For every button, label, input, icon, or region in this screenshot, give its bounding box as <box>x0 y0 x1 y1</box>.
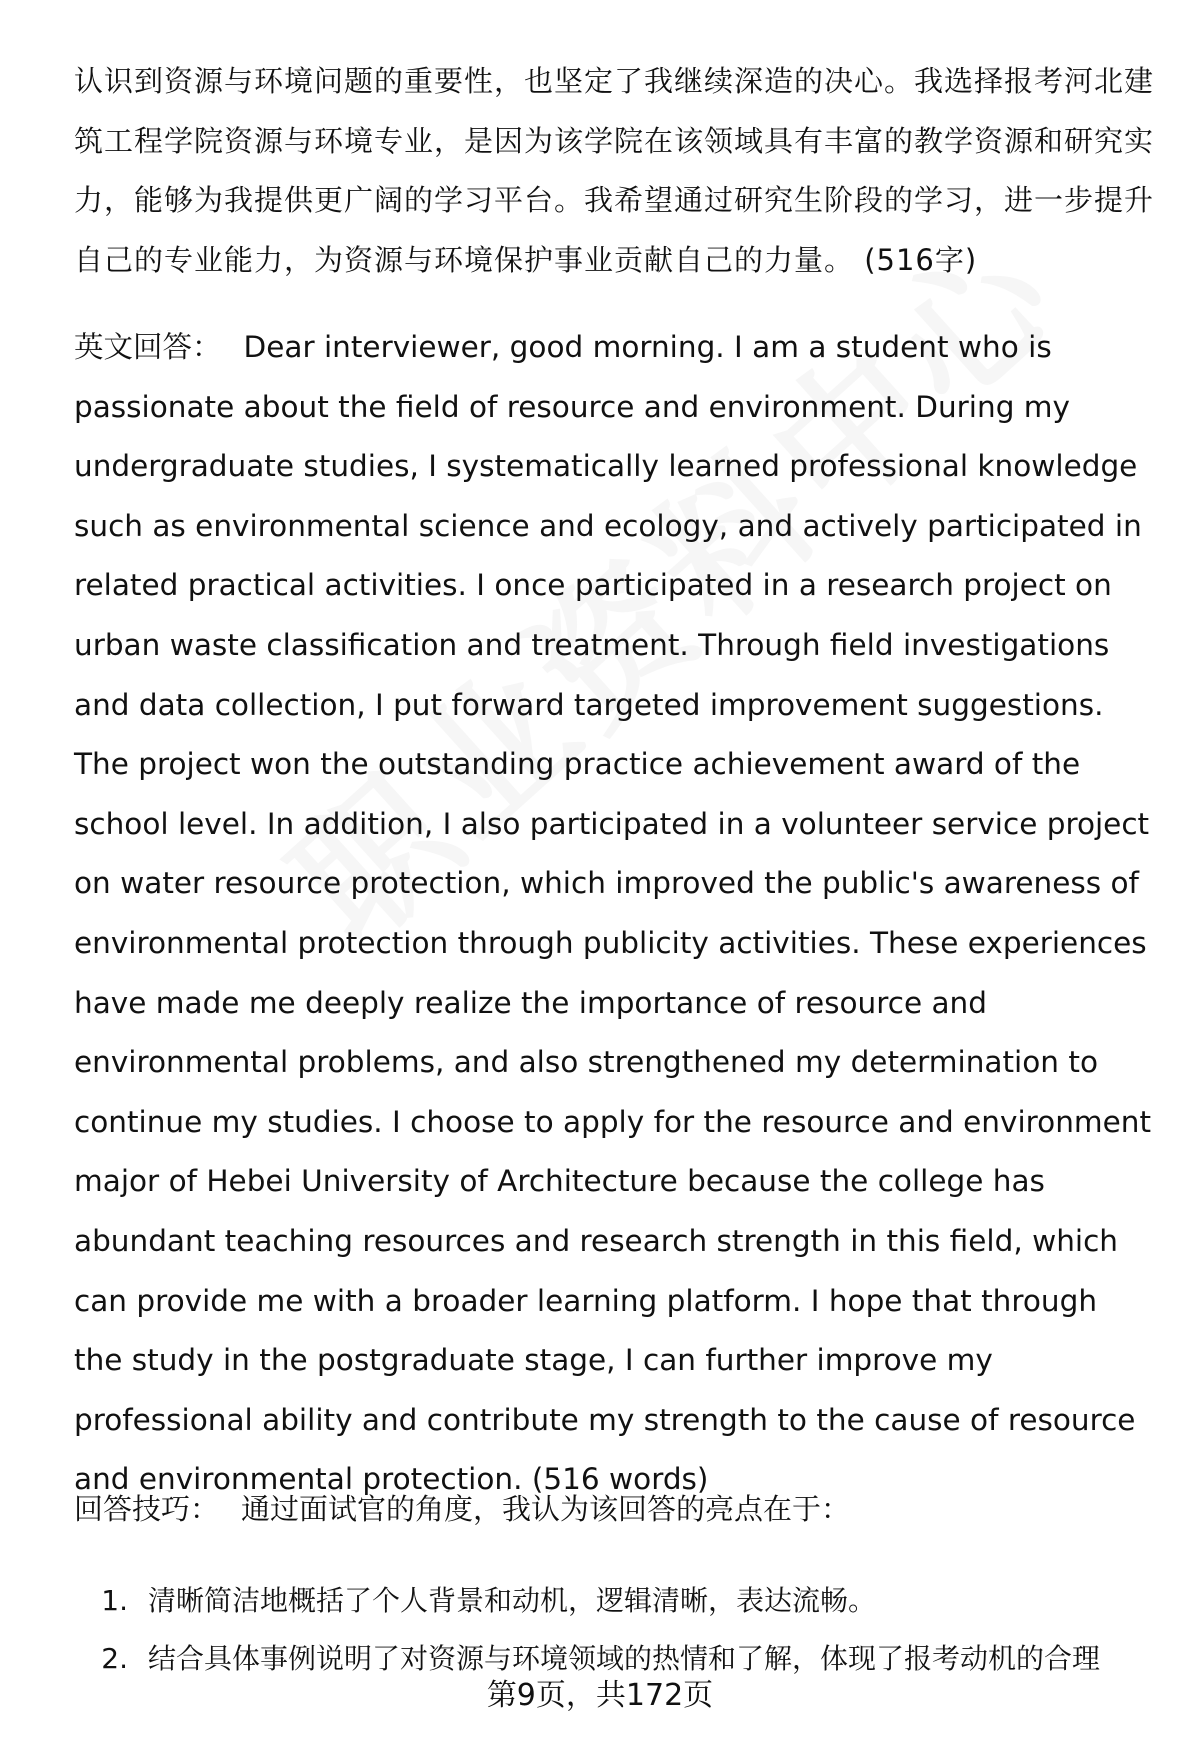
page-footer <box>0 1676 1200 1716</box>
tips-list <box>74 1572 1164 1688</box>
answer-tips-intro: 通过面试官的角度，我认为该回答的亮点在于： <box>241 1492 851 1526</box>
list-item-number: 1. <box>101 1584 128 1617</box>
chinese-answer-tail: 认识到资源与环境问题的重要性，也坚定了我继续深造的决心。我选择报考河北建筑工程学院资源与环境专业，是因为该学院在该领域具有丰富的教学资源和研究实力，能够为我提供更广阔的学习平台。我希望通过研究生阶段的学习，进一步提升自己的专业能力，为资源与环境保护事业贡献自己的力量。 (516字) <box>74 64 1155 277</box>
english-answer-text: Dear interviewer, good morning. I am a student who is passionate about the field of resource and environment. During my undergraduate studies, I systematically learned professional knowledge such as environmental science and ecology, and actively participated in related practical activities. I once participated in a research project on urban waste classification and treatment. Through field investigations and data collection, I put forward targeted improvement suggestions. The project won the outstanding practice achievement award of the school level. In addition, I also participated in a volunteer service project on water resource protection, which improved the public's awareness of environmental protection through publicity activities. These experiences have made me deeply realize the importance of resource and environmental problems, and also strengthened my determination to continue my studies. I choose to apply for the resource and environment major of Hebei University of Architecture because the college has abundant teaching resources and research strength in this field, which can provide me with a broader learning platform. I hope that through the study in the postgraduate stage, I can further improve my professional ability and contribute my strength to the cause of resource and environmental protection. (516 words) <box>74 330 1152 1497</box>
answer-tips <box>74 1480 1154 1540</box>
list-item-text: 清晰简洁地概括了个人背景和动机，逻辑清晰，表达流畅。 <box>148 1584 877 1617</box>
list-item-number: 2. <box>101 1642 128 1675</box>
english-answer-label: 英文回答： <box>74 330 222 364</box>
english-answer <box>74 318 1154 1510</box>
list-item-text: 结合具体事例说明了对资源与环境领域的热情和了解，体现了报考动机的合理 <box>148 1642 1101 1675</box>
answer-tips-label: 回答技巧： <box>74 1492 220 1526</box>
page-number: 第9页，共172页 <box>483 1678 717 1713</box>
list-item <box>74 1572 1164 1630</box>
